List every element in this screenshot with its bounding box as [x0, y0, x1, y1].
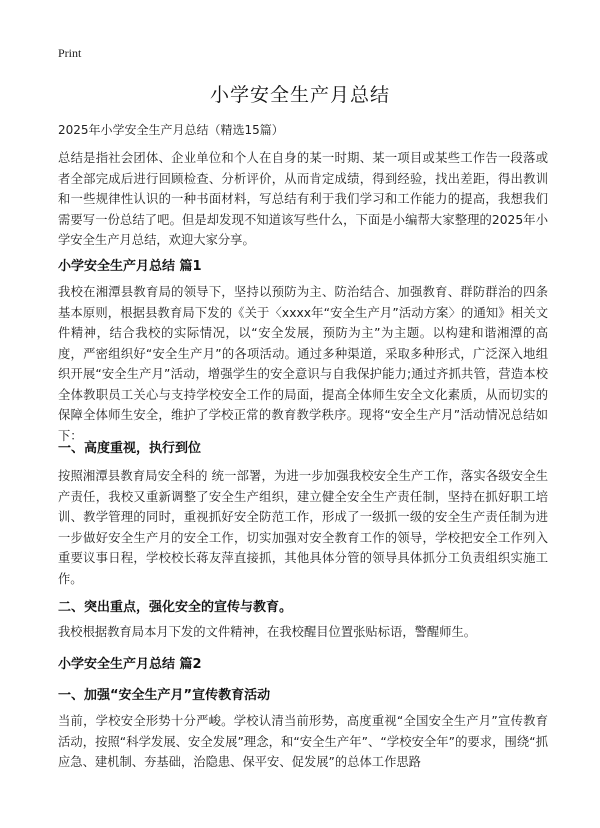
section-heading-1: 小学安全生产月总结 篇1	[58, 259, 202, 274]
section2-sub1-paragraph: 当前，学校安全形势十分严峻。学校认清当前形势，高度重视“全国安全生产月”宣传教育活动，按照“科学发展、安全发展”理念，和“安全生产年”、“学校安全年”的要求，围绕“抓应急、建机制、夯基础，治隐患、保平安、促发展”的总体工作思路	[58, 714, 548, 769]
print-link[interactable]: Print	[58, 46, 82, 60]
section1-subheading-1: 一、高度重视，执行到位	[58, 441, 202, 456]
intro-paragraph: 总结是指社会团体、企业单位和个人在自身的某一时期、某一项目或某些工作告一段落或者全部完成后进行回顾检查、分析评价，从而肯定成绩，得到经验，找出差距，得出教训和一些规律性认识的一种书面材料，写总结有利于我们学习和工作能力的提高，我想我们需要写一份总结了吧。但是却发现不知道该写些什么，下面是小编帮大家整理的2025年小学安全生产月总结，欢迎大家分享。	[58, 151, 548, 247]
section1-sub1-paragraph: 按照湘潭县教育局安全科的 统一部署，为进一步加强我校安全生产工作，落实各级安全生产责任，我校又重新调整了安全生产组织，建立健全安全生产责任制，坚持在抓好职工培训、教学管理的同时，重视抓好安全防范工作，形成了一级抓一级的安全生产责任制为进一步做好安全生产月的安全工作，切实加强对安全教育工作的领导，学校把安全工作列入重要议事日程，学校校长蒋友萍直接抓，其他具体分管的领导具体抓分工负责组织实施工作。	[58, 469, 548, 586]
section2-subheading-1: 一、加强“安全生产月”宣传教育活动	[58, 688, 271, 703]
page-title: 小学安全生产月总结	[209, 84, 390, 106]
section1-subheading-2: 二、突出重点，强化安全的宣传与教育。	[58, 600, 293, 615]
document-subtitle: 2025年小学安全生产月总结（精选15篇）	[58, 123, 284, 137]
section1-paragraph: 我校在湘潭县教育局的领导下，坚持以预防为主、防治结合、加强教育、群防群治的四条基本原则，根据县教育局下发的《关于〈xxxx年“安全生产月”活动方案〉的通知》相关文件精神，结合我校的实际情况，以“安全发展，预防为主”为主题。以构建和谐湘潭的高度，严密组织好“安全生产月”的各项活动。通过多种渠道，采取多种形式，广泛深入地组织开展“安全生产月”活动，增强学生的安全意识与自我保护能力;通过齐抓共管，营造本校全体教职员工关心与支持学校安全工作的局面，提高全体师生安全文化素质，从而切实的保障全体师生安全，维护了学校正常的教育教学秩序。现将“安全生产月”活动情况总结如下：	[58, 285, 548, 443]
section-heading-2: 小学安全生产月总结 篇2	[58, 657, 202, 672]
section1-sub2-paragraph: 我校根据教育局本月下发的文件精神，在我校醒目位置张贴标语，警醒师生。	[58, 625, 477, 639]
